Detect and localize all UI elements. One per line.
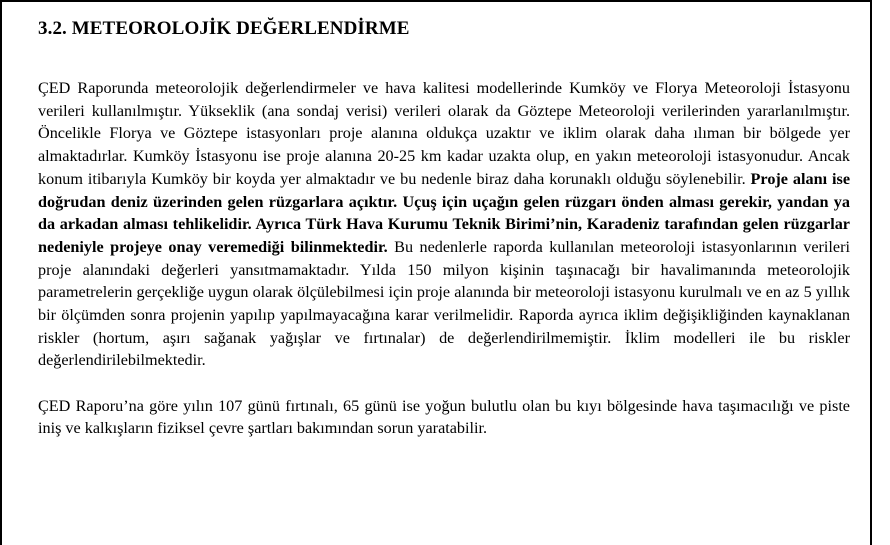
paragraph-storm-days: ÇED Raporu’na göre yılın 107 günü fırtınalı, 65 günü ise yoğun bulutlu olan bu kıyı bölgesinde hava taşımacılığı ve piste iniş ve kalkışların fiziksel çevre şartları bakımından sorun yaratabilir. xyxy=(38,397,850,438)
paragraph-emphasis-text: Proje alanı ise doğrudan deniz üzerinden gelen rüzgarlara açıktır. Uçuş için uçağın gelen rüzgarı önden alması gerekir, yandan ya da arkadan alması tehlikelidir. Ayrıca Türk Hava Kurumu Teknik Birimi’nin, Karadeniz tarafından gelen rüzgarlar nedeniyle projeye onay veremediği bilinmektedir. xyxy=(38,169,850,256)
paragraph-meteorology xyxy=(38,77,850,372)
paragraph-intro-text: ÇED Raporunda meteorolojik değerlendirmeler ve hava kalitesi modellerinde Kumköy ve Florya Meteoroloji İstasyonu verileri kullanılmıştır. Yükseklik (ana sondaj verisi) verileri olarak da Göztepe Meteoroloji verilerinden yararlanılmıştır. Öncelikle Florya ve Göztepe istasyonları proje alanına oldukça uzaktır ve iklim olarak daha ılıman bir bölgede yer almaktadırlar. Kumköy İstasyonu ise proje alanına 20-25 km kadar uzakta olup, en yakın meteoroloji istasyonudur. Ancak konum itibarıyla Kumköy bir koyda yer almaktadır ve bu nedenle biraz daha korunaklı olduğu söylenebilir. xyxy=(38,79,850,188)
section-title: 3.2. METEOROLOJİK DEĞERLENDİRME xyxy=(38,18,410,39)
document-body xyxy=(38,18,850,439)
paragraph-rest-text: Bu nedenlerle raporda kullanılan meteoroloji istasyonlarının verileri proje alanındaki değerleri yansıtmamaktadır. Yılda 150 milyon kişinin taşınacağı bir havalimanında meteorolojik parametrelerin gerçekliğe uygun olarak ölçülebilmesi için proje alanında bir meteoroloji istasyonu kurulmalı ve en az 5 yıllık bir ölçümden sonra projenin yapılıp yapılmayacağına karar verilmelidir. Raporda ayrıca iklim değişikliğinden kaynaklanan riskler (hortum, aşırı sağanak yağışlar ve fırtınalar) de değerlendirilmemiştir. İklim modelleri ile bu riskler değerlendirilebilmektedir. xyxy=(38,237,851,370)
